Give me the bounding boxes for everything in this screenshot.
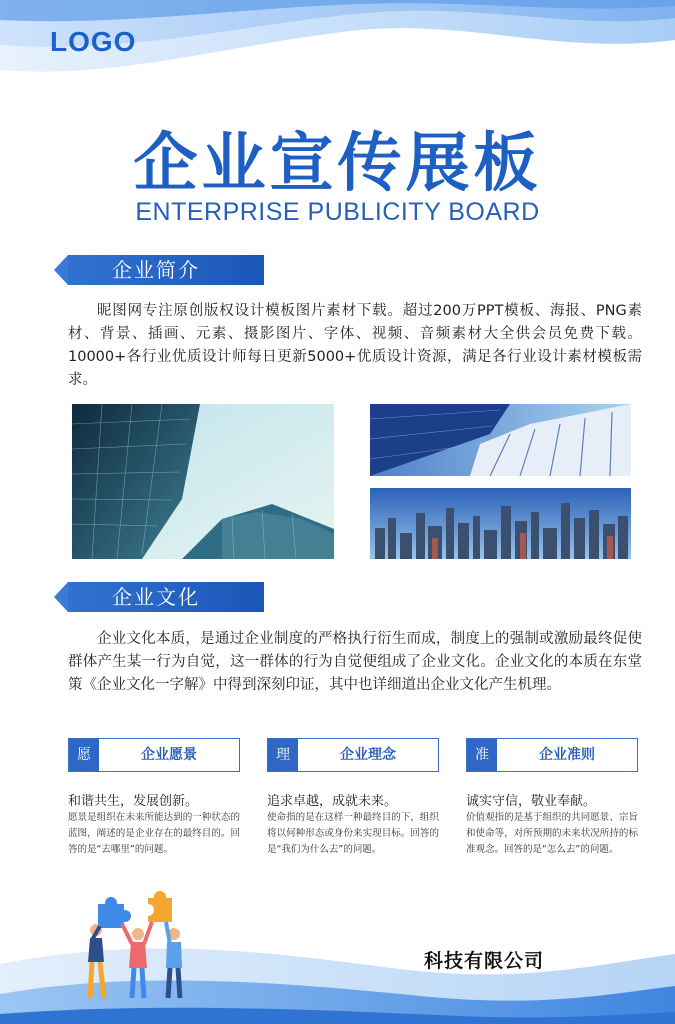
value-badge: 准 — [467, 739, 497, 771]
page-title: 企业宣传展板 — [133, 127, 542, 201]
value-label: 企业愿景 — [141, 747, 197, 763]
intro-text: 昵图网专注原创版权设计模板图片素材下载。超过200万PPT模板、海报、PNG素材、背景、插画、元素、摄影图片、字体、视频、音频素材大全供会员免费下载。10000+各行业优质设计师每日更新5000+优质设计资源，满足各行业设计素材模板需求。 — [68, 303, 642, 388]
heading-tab-decoration — [54, 582, 68, 612]
value-slogan-philosophy: 追求卓越，成就未来。 — [267, 794, 398, 809]
building-photo-top-right — [370, 404, 631, 476]
value-badge: 理 — [268, 739, 298, 771]
value-badge: 愿 — [69, 739, 99, 771]
value-slogan-vision: 和谐共生，发展创新。 — [68, 794, 199, 809]
value-label: 企业理念 — [340, 747, 396, 763]
culture-heading-label: 企业文化 — [68, 582, 264, 612]
intro-heading-label: 企业简介 — [68, 255, 264, 285]
heading-tab-decoration — [54, 255, 68, 285]
intro-heading — [54, 255, 264, 285]
value-card-philosophy — [267, 738, 439, 772]
value-desc-vision: 愿景是组织在未来所能达到的一种状态的蓝图，阐述的是企业存在的最终目的。回答的是“去哪里”的问题。 — [68, 812, 240, 855]
company-name: 科技有限公司 — [424, 950, 545, 972]
city-skyline-photo — [370, 488, 631, 559]
culture-text: 企业文化本质，是通过企业制度的严格执行衍生而成，制度上的强制或激励最终促使群体产生某一行为自觉，这一群体的行为自觉便组成了企业文化。企业文化的本质在东堂策《企业文化一字解》中得到深刻印证，其中也详细道出企业文化产生机理。 — [68, 631, 642, 693]
value-desc-philosophy: 使命指的是在这样一种最终目的下，组织将以何种形态或身份来实现目标。回答的是“我们为什么去”的问题。 — [267, 812, 439, 855]
value-card-principle — [466, 738, 638, 772]
teamwork-puzzle-illustration — [82, 890, 192, 1002]
value-label: 企业准则 — [539, 747, 595, 763]
puzzle-piece-orange-icon — [142, 891, 172, 922]
culture-heading — [54, 582, 264, 612]
logo: LOGO — [50, 26, 137, 57]
value-desc-principle: 价值观指的是基于组织的共同愿景、宗旨和使命等，对所预期的未来状况所持的标准观念。回答的是“怎么去”的问题。 — [466, 812, 638, 855]
puzzle-piece-blue-icon — [98, 897, 131, 928]
page-subtitle: ENTERPRISE PUBLICITY BOARD — [135, 198, 540, 226]
value-card-vision — [68, 738, 240, 772]
value-slogan-principle: 诚实守信，敬业奉献。 — [466, 794, 597, 809]
building-photo-large — [72, 404, 334, 559]
